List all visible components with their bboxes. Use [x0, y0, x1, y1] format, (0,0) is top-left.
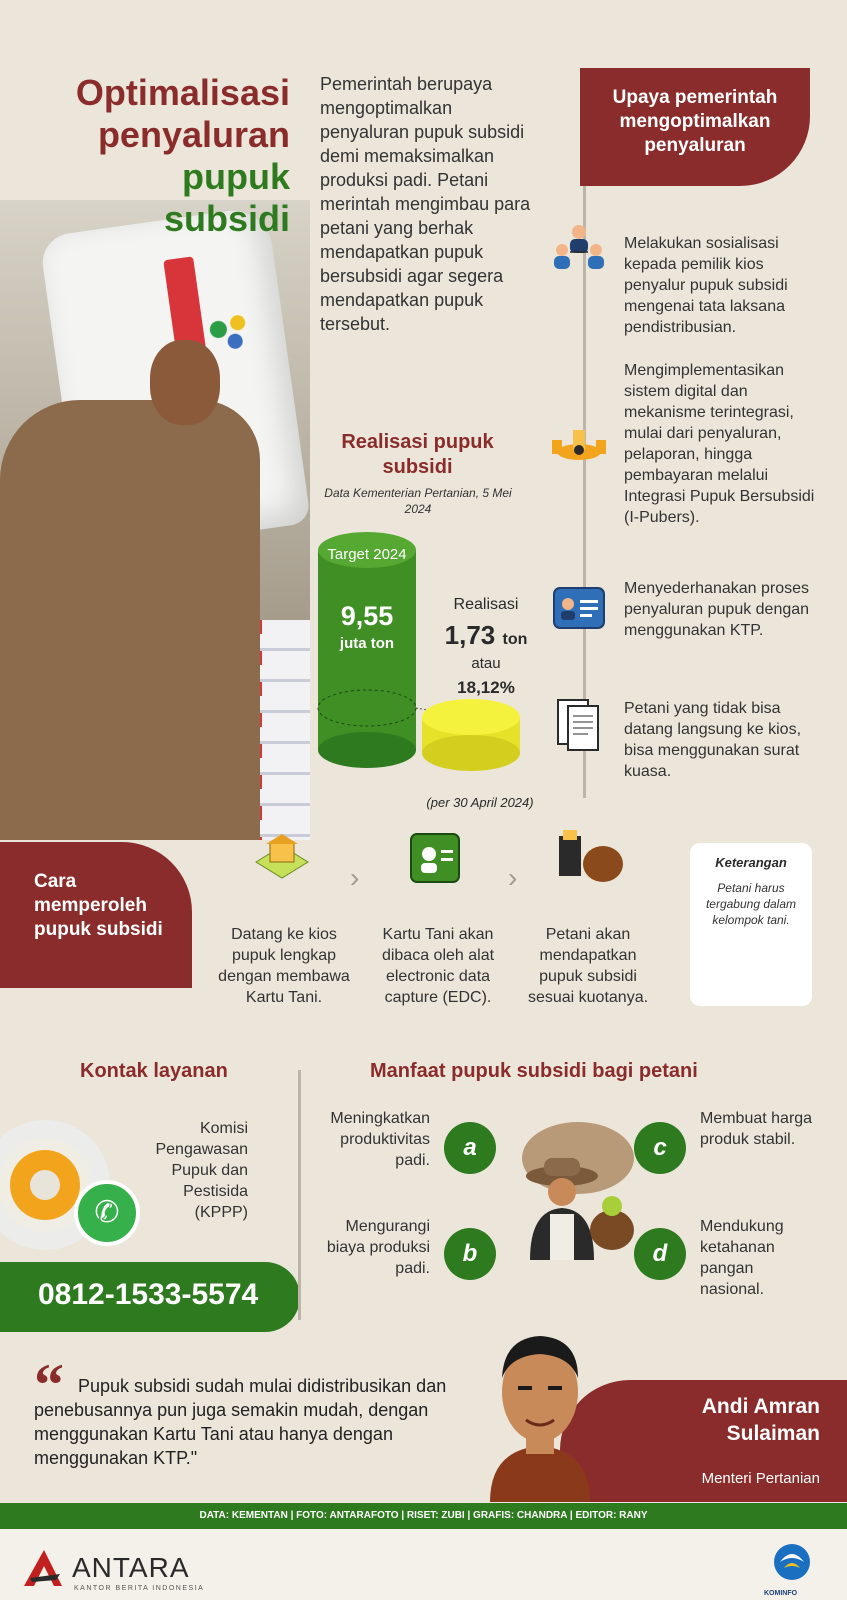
kominfo-brand: KOMINFO: [764, 1590, 798, 1597]
intro-text: Pemerintah berupaya mengoptimalkan penyaluran pupuk subsidi demi memaksimalkan produksi padi. Petani merintah mengimbau para petani yang berhak mendapatkan pupuk bersubsidi agar segera mendapatkan pupuk tersebut.: [320, 74, 531, 334]
digital-system-icon: [550, 420, 608, 476]
realisasi-value: 1,73 ton: [444, 620, 528, 650]
hero-photo: [0, 200, 310, 840]
credits-bar: DATA: KEMENTAN | FOTO: ANTARAFOTO | RISET: ZUBI | GRAFIS: CHANDRA | EDITOR: RANY: [0, 1503, 847, 1529]
manfaat-badge-d: d: [634, 1228, 686, 1280]
manfaat-badge-b: b: [444, 1228, 496, 1280]
realisasi-label: Realisasi: [453, 596, 519, 613]
upaya-item-1: Melakukan sosialisasi kepada pemilik kios penyalur pupuk subsidi mengenai tata laksana pendistribusian.: [624, 235, 788, 336]
manfaat-item-a: Meningkatkan produktivitas padi.: [330, 1110, 430, 1169]
minister-role: Menteri Pertanian: [701, 1470, 820, 1487]
people-icon: [550, 222, 608, 278]
id-card-icon: [550, 580, 608, 636]
realisasi-atau: atau: [471, 655, 501, 672]
divider-vertical: [298, 1070, 301, 1320]
kiosk-icon: [250, 832, 314, 888]
antara-brand-sub: KANTOR BERITA INDONESIA: [74, 1585, 205, 1592]
farmer-card-icon: [405, 828, 465, 888]
whatsapp-icon: ✆: [74, 1180, 140, 1246]
minister-name: Andi Amran Sulaiman: [701, 1395, 820, 1445]
upaya-heading: Upaya pemerintah mengoptimalkan penyaluran: [580, 68, 810, 186]
keterangan-box: [690, 843, 812, 1006]
manfaat-item-b: Mengurangi biaya produksi padi.: [326, 1218, 430, 1277]
chevron-right-icon: ›: [508, 862, 518, 893]
upaya-item-4: Petani yang tidak bisa datang langsung ke kios, bisa menggunakan surat kuasa.: [624, 700, 802, 780]
manfaat-badge-c: c: [634, 1122, 686, 1174]
upaya-item-2: Mengimplementasikan sistem digital dan mekanisme terintegrasi, mulai dari penyaluran, pelaporan, hingga pembayaran melalui Integrasi Pupuk Bersubsidi (I-Pubers).: [624, 362, 815, 526]
manfaat-badge-a: a: [444, 1122, 496, 1174]
minister-portrait: [470, 1320, 610, 1502]
target-label: Target 2024: [327, 546, 407, 563]
chart-bar-realisasi-base: [422, 735, 520, 771]
cara-heading: Cara memperoleh pupuk subsidi: [0, 842, 192, 988]
manfaat-title: Manfaat pupuk subsidi bagi petani: [370, 1060, 698, 1082]
kominfo-logo-icon: [770, 1540, 814, 1588]
manfaat-item-c: Membuat harga produk stabil.: [700, 1110, 813, 1148]
farmer-head: [150, 340, 220, 425]
target-unit: juta ton: [339, 635, 395, 652]
title-line-1: Optimalisasi: [75, 72, 290, 113]
page-title: [30, 72, 290, 240]
realisasi-title: Realisasi pupuk subsidi: [341, 431, 494, 478]
phone-number[interactable]: 0812-1533-5574: [38, 1278, 259, 1311]
manfaat-item-d: Mendukung ketahanan pangan nasional.: [700, 1218, 784, 1298]
quote-icon: “: [34, 1352, 64, 1418]
quote-text: Pupuk subsidi sudah mulai didistribusikan dan penebusannya pun juga semakin mudah, dengan menggunakan Kartu Tani atau hanya dengan menggunakan KTP.": [34, 1376, 447, 1468]
title-line-2: penyaluran: [97, 114, 290, 155]
title-line-4: subsidi: [163, 198, 290, 239]
farmer-icon: [500, 1110, 640, 1270]
title-line-3: pupuk: [182, 156, 290, 197]
cara-step-2: Kartu Tani akan dibaca oleh alat electronic data capture (EDC).: [381, 926, 495, 1006]
antara-brand: ANTARA: [72, 1552, 190, 1583]
realisasi-percent: 18,12%: [457, 678, 515, 697]
keterangan-body: Petani harus tergabung dalam kelompok tani.: [705, 881, 797, 927]
upaya-item-3: Menyederhanakan proses penyaluran pupuk dengan menggunakan KTP.: [624, 580, 810, 639]
realisasi-source: Data Kementerian Pertanian, 5 Mei 2024: [324, 486, 512, 516]
fertilizer-sack-icon: [555, 826, 625, 888]
target-value: 9,55: [340, 601, 394, 631]
kontak-name: Komisi Pengawasan Pupuk dan Pestisida (KPPP): [155, 1120, 248, 1221]
cara-step-3: Petani akan mendapatkan pupuk subsidi sesuai kuotanya.: [527, 926, 649, 1006]
farmer-body: [0, 400, 260, 840]
document-icon: [550, 696, 608, 752]
chevron-right-icon: ›: [350, 862, 360, 893]
chart-bar-realisasi-top: [422, 699, 520, 735]
realisasi-date: (per 30 April 2024): [426, 795, 534, 810]
chart-bar-target-base: [318, 732, 416, 768]
antara-logo-icon: [20, 1546, 66, 1592]
kontak-title: Kontak layanan: [80, 1060, 228, 1082]
cara-step-1: Datang ke kios pupuk lengkap dengan membawa Kartu Tani.: [218, 926, 350, 1006]
keterangan-title: Keterangan: [715, 855, 787, 870]
